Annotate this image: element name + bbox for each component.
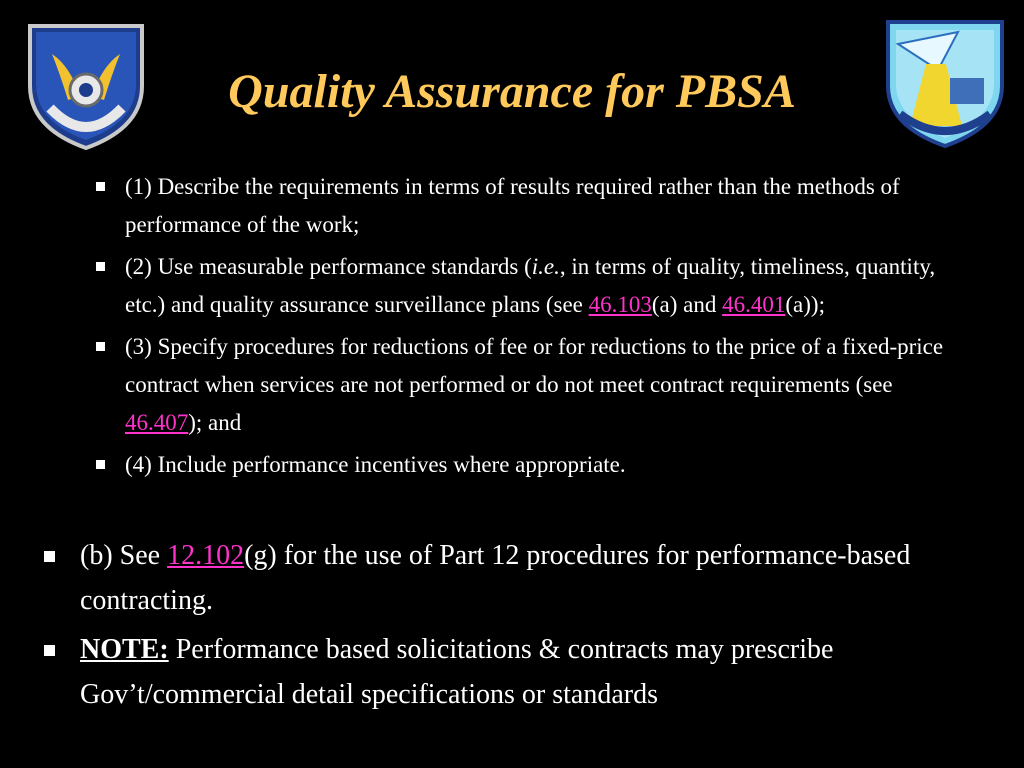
- item-text: (g) for the use of Part 12 procedures for performance-based contracting.: [80, 540, 911, 616]
- bullet-icon: [96, 460, 105, 469]
- list-item: [92, 168, 972, 244]
- item-text: , in terms of quality, timeliness, quantity, etc.) and quality assurance surveillance plans (see: [125, 254, 936, 317]
- item-italic: i.e.: [531, 254, 560, 279]
- link-46-407[interactable]: 46.407: [125, 410, 189, 435]
- list-item: [40, 533, 970, 623]
- link-46-401[interactable]: 46.401: [722, 292, 786, 317]
- bullet-icon: [44, 551, 55, 562]
- bullet-icon: [96, 342, 105, 351]
- item-text: (4) Include performance incentives where appropriate.: [125, 452, 626, 477]
- list-item: [92, 446, 972, 484]
- note-label: NOTE:: [80, 634, 169, 665]
- list-item: [40, 627, 970, 717]
- item-text: (1) Describe the requirements in terms of results required rather than the methods of performance of the work;: [125, 174, 900, 237]
- main-points-list: [40, 533, 970, 721]
- item-text: (3) Specify procedures for reductions of fee or for reductions to the price of a fixed-price contract when services are not performed or do not meet contract requirements (see: [125, 334, 944, 397]
- link-12-102[interactable]: 12.102: [167, 540, 245, 571]
- list-item: [92, 248, 972, 324]
- bullet-icon: [96, 182, 105, 191]
- item-text: (2) Use measurable performance standards (: [125, 254, 532, 279]
- item-text: (a) and: [651, 292, 723, 317]
- item-text: ); and: [188, 410, 242, 435]
- link-46-103[interactable]: 46.103: [588, 292, 652, 317]
- item-text: (a));: [785, 292, 825, 317]
- item-text: Performance based solicitations & contracts may prescribe Gov’t/commercial detail specifications or standards: [80, 634, 834, 710]
- list-item: [92, 328, 972, 442]
- slide-title: Quality Assurance for PBSA: [228, 65, 796, 118]
- bullet-icon: [44, 645, 55, 656]
- item-text: (b) See: [80, 540, 168, 571]
- bullet-icon: [96, 262, 105, 271]
- requirements-list: [92, 168, 972, 488]
